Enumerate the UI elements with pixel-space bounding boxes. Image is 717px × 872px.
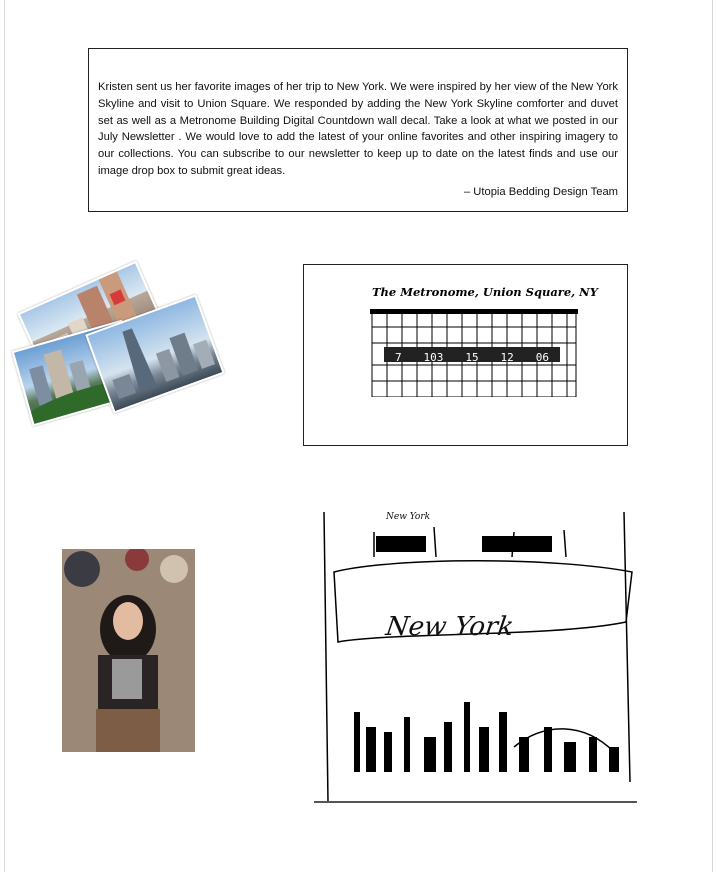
new-york-comforter-image xyxy=(314,512,637,804)
metronome-digit-1: 7 xyxy=(394,351,402,364)
metronome-digit-4: 12 xyxy=(500,351,514,364)
intro-paragraph: Kristen sent us her favorite images of her trip to New York. We were inspired by her view of the New York Skyline and visit to Union Square. We responded by adding the New York Skyline comforter and duvet set as well as a Metronome Building Digital Countdown wall decal. Take a look at what we posted in our July Newsletter . We would love to add the latest of your online favorites and other inspiring imagery to our collections. You can subscribe to our newsletter to keep up to date on the latest finds and use our image drop box to submit great ideas. xyxy=(98,81,618,177)
page-edge-right xyxy=(712,0,713,872)
metronome-title: The Metronome, Union Square, NY xyxy=(372,285,598,299)
comforter-top-text: New York xyxy=(386,512,431,522)
comforter-image-underline xyxy=(314,801,637,803)
metronome-digit-5: 06 xyxy=(535,351,549,364)
signature: – Utopia Bedding Design Team xyxy=(463,185,618,198)
kristen-photo xyxy=(62,549,195,752)
skyline-photo-collage xyxy=(14,262,224,432)
comforter-script-text: New York xyxy=(383,612,516,642)
intro-text-box xyxy=(88,48,628,212)
metronome-image-box xyxy=(303,264,628,446)
page-edge-left xyxy=(4,0,5,872)
metronome-digits xyxy=(384,350,560,365)
metronome-digit-2: 103 xyxy=(423,351,444,364)
metronome-digit-3: 15 xyxy=(465,351,479,364)
